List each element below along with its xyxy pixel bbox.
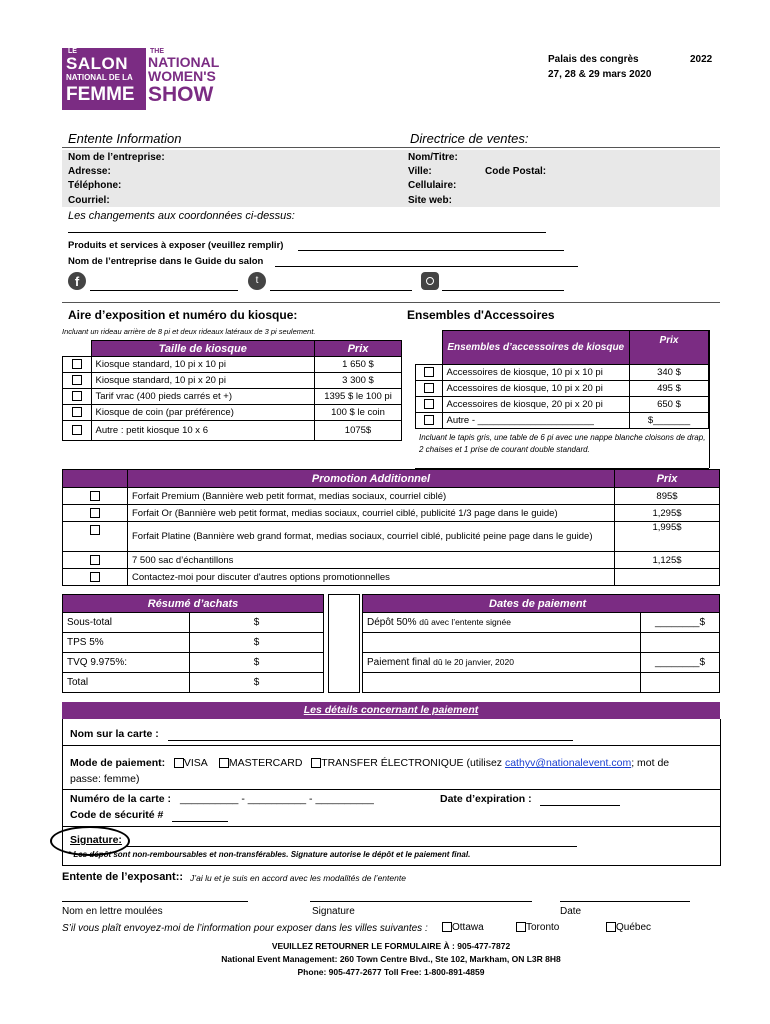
table-row [416, 365, 709, 381]
table-row [63, 569, 720, 586]
quebec-option [606, 922, 651, 933]
logo-salon: SALON [66, 54, 128, 73]
promotion-col-promo: Promotion Additionnel [128, 470, 615, 488]
field-cellulaire: Cellulaire: [408, 180, 457, 191]
accessoires-col-ens: Ensembles d’accessoires de kiosque [442, 331, 630, 365]
signature-exposant-line[interactable] [310, 901, 532, 902]
footer-line3: Phone: 905-477-2677 Toll Free: 1-800-891-4859 [297, 967, 485, 977]
logo-the: THE [150, 48, 164, 55]
depot-detail: dû avec l’entente signée [419, 617, 511, 627]
accessoires-price: 340 $ [630, 365, 709, 381]
resume-value: $ [190, 653, 324, 673]
year-text: 2022 [690, 54, 713, 65]
toronto-checkbox[interactable] [516, 922, 526, 932]
promotion-price: 1,295$ [615, 505, 720, 522]
promotion-checkbox-1[interactable] [90, 491, 100, 501]
accessoires-title: Ensembles d'Accessoires [407, 308, 555, 322]
kiosque-label: Kiosque de coin (par préférence) [91, 405, 315, 421]
promotion-label: Forfait Or (Bannière web petit format, medias sociaux, courriel ciblé, publicité 1/3 page dans le guide) [128, 505, 615, 522]
promotion-label: Contactez-moi pour discuter d'autres options promotionnelles [128, 569, 615, 586]
table-row [63, 552, 720, 569]
paiement-divider-1 [62, 745, 720, 746]
promotion-price: 895$ [615, 488, 720, 505]
paiement-title: Les détails concernant le paiement [62, 702, 720, 719]
expiration-line[interactable] [540, 805, 620, 806]
kiosque-label: Tarif vrac (400 pieds carrés et +) [91, 389, 315, 405]
promotion-checkbox-4[interactable] [90, 555, 100, 565]
accessoires-note: Incluant le tapis gris, une table de 6 pi avec une nappe blanche cloisons de drap, 2 chaises et 1 prise de courant double standard. [419, 433, 706, 454]
kiosque-price: 1 650 $ [315, 357, 402, 373]
kiosque-label: Kiosque standard, 10 pi x 10 pi [91, 357, 315, 373]
promotion-label: Forfait Platine (Bannière web grand format, medias sociaux, courriel ciblé, publicité peine page dans le guide) [128, 522, 615, 552]
table-row [363, 613, 720, 633]
footer-line2: National Event Management: 260 Town Centre Blvd., Ste 102, Markham, ON L3R 8H8 [221, 954, 561, 964]
logo-national-de-la: NATIONAL DE LA [66, 73, 133, 82]
table-row [63, 421, 402, 441]
visa-label: VISA [183, 757, 208, 769]
kiosque-price: 1075$ [315, 421, 402, 441]
dates-paiement-title: Dates de paiement [363, 595, 720, 613]
promotion-price: 1,125$ [615, 552, 720, 569]
paiement-divider-2 [62, 789, 720, 790]
promotion-price [615, 569, 720, 586]
logo-femme: FEMME [66, 84, 135, 105]
securite-label: Code de sécurité # [70, 809, 164, 821]
accessoires-col-prix: Prix [630, 331, 709, 365]
accessoires-checkbox-1[interactable] [424, 367, 434, 377]
table-row [63, 673, 324, 693]
logo [62, 48, 222, 110]
kiosque-checkbox-2[interactable] [72, 375, 82, 385]
kiosque-label: Autre : petit kiosque 10 x 6 [91, 421, 315, 441]
resume-label: Total [63, 673, 190, 693]
accessoires-checkbox-2[interactable] [424, 383, 434, 393]
table-row [63, 613, 324, 633]
kiosque-table [62, 340, 402, 441]
field-telephone: Téléphone: [68, 180, 122, 191]
mode-row [70, 757, 715, 769]
kiosque-price: 1395 $ le 100 pi [315, 389, 402, 405]
promotion-checkbox-5[interactable] [90, 572, 100, 582]
logo-le: LE [68, 48, 77, 55]
depot-label: Dépôt 50% [367, 617, 417, 628]
logo-womens: WOMEN'S [148, 68, 216, 84]
table-row [63, 522, 720, 552]
nom-carte-label: Nom sur la carte : [70, 728, 159, 740]
table-row [63, 373, 402, 389]
resume-label: Sous-total [63, 613, 190, 633]
dates-text: 27, 28 & 29 mars 2020 [548, 69, 652, 80]
resume-label: TVQ 9.975%: [63, 653, 190, 673]
table-row [416, 413, 709, 429]
facebook-line [90, 290, 238, 291]
field-nom-entreprise: Nom de l’entreprise: [68, 152, 165, 163]
date-label: Date [560, 906, 582, 917]
final-value: ________$ [641, 653, 720, 673]
depot-cell [363, 613, 641, 633]
accessoires-label: Autre - ______________________ [442, 413, 630, 429]
signature-line[interactable] [125, 846, 577, 847]
quebec-checkbox[interactable] [606, 922, 616, 932]
accessoires-table [415, 330, 709, 429]
kiosque-col-prix: Prix [315, 341, 402, 357]
table-row [63, 357, 402, 373]
nom-guide-line [275, 266, 578, 267]
kiosque-price: 3 300 $ [315, 373, 402, 389]
produits-label: Produits et services à exposer (veuillez remplir) [68, 240, 284, 251]
accessoires-price: 495 $ [630, 381, 709, 397]
twitter-line [270, 290, 412, 291]
final-label: Paiement final [367, 657, 431, 668]
toronto-option [516, 922, 559, 933]
transfert-label: TRANSFER ÉLECTRONIQUE (utilisez [321, 757, 503, 769]
changes-label: Les changements aux coordonnées ci-dessus: [68, 210, 295, 222]
promotion-label: Forfait Premium (Bannière web petit format, medias sociaux, courriel ciblé) [128, 488, 615, 505]
kiosque-checkbox-4[interactable] [72, 407, 82, 417]
changes-line [68, 232, 546, 233]
facebook-icon: f [68, 272, 86, 290]
field-courriel: Courriel: [68, 195, 110, 206]
entente-title: Entente Information [68, 131, 182, 146]
numero-carte-label: Numéro de la carte : [70, 793, 171, 805]
table-row [63, 505, 720, 522]
accessoires-price: $_______ [630, 413, 709, 429]
resume-value: $ [190, 673, 324, 693]
directrice-title: Directrice de ventes: [410, 131, 529, 146]
exposant-subtitle: J’ai lu et je suis en accord avec les modalités de l’entente [190, 873, 406, 883]
table-row [63, 405, 402, 421]
promotion-checkbox-2[interactable] [90, 508, 100, 518]
table-row [363, 633, 720, 653]
ottawa-label: Ottawa [452, 922, 484, 933]
date-line[interactable] [560, 901, 690, 902]
transfert-checkbox[interactable] [311, 758, 321, 768]
dates-paiement-table [362, 594, 720, 693]
kiosque-checkbox-5[interactable] [72, 425, 82, 435]
twitter-icon: t [248, 272, 266, 290]
accessoires-checkbox-4[interactable] [424, 415, 434, 425]
final-detail: dû le 20 janvier, 2020 [433, 657, 514, 667]
resume-gap [328, 594, 360, 693]
quebec-label: Québec [616, 922, 652, 933]
table-row [363, 653, 720, 673]
promotion-table [62, 469, 720, 586]
toronto-label: Toronto [526, 922, 560, 933]
mastercard-checkbox[interactable] [219, 758, 229, 768]
field-nom-titre: Nom/Titre: [408, 152, 458, 163]
signature-exposant-label: Signature [312, 906, 355, 917]
table-row [63, 633, 324, 653]
email-link[interactable]: cathyv@nationalevent.com [504, 757, 632, 769]
table-row [63, 389, 402, 405]
passe-label: passe: femme) [70, 773, 140, 785]
nom-moulees-label: Nom en lettre moulées [62, 906, 163, 917]
nom-carte-line[interactable] [168, 740, 573, 741]
depot-value: ________$ [641, 613, 720, 633]
final-cell [363, 653, 641, 673]
field-adresse: Adresse: [68, 166, 111, 177]
exposant-title: Entente de l’exposant:: [62, 871, 184, 883]
logo-show: SHOW [148, 83, 214, 106]
resume-title: Résumé d’achats [63, 595, 324, 613]
accessoires-label: Accessoires de kiosque, 10 pi x 20 pi [442, 381, 630, 397]
resume-table [62, 594, 324, 693]
expiration-label: Date d’expiration : [440, 793, 532, 805]
accessoires-checkbox-3[interactable] [424, 399, 434, 409]
ottawa-option [442, 922, 484, 933]
entente-title-underline [62, 147, 720, 148]
resume-value: $ [190, 613, 324, 633]
kiosque-checkbox-3[interactable] [72, 391, 82, 401]
promotion-checkbox-3[interactable] [90, 525, 100, 535]
securite-line[interactable] [172, 821, 228, 822]
numero-carte-blank[interactable]: __________ - __________ - __________ [180, 793, 374, 805]
kiosque-checkbox-1[interactable] [72, 359, 82, 369]
ottawa-checkbox[interactable] [442, 922, 452, 932]
table-row [416, 397, 709, 413]
instagram-line [442, 290, 564, 291]
table-row [416, 381, 709, 397]
field-code-postal: Code Postal: [485, 166, 547, 177]
signature-label: Signature: [70, 834, 122, 846]
accessoires-price: 650 $ [630, 397, 709, 413]
table-row [63, 488, 720, 505]
field-ville: Ville: [408, 166, 432, 177]
nom-moulees-line[interactable] [62, 901, 248, 902]
kiosque-label: Kiosque standard, 10 pi x 20 pi [91, 373, 315, 389]
accessoires-box-border [709, 330, 710, 468]
accessoires-label: Accessoires de kiosque, 20 pi x 20 pi [442, 397, 630, 413]
kiosque-col-taille: Taille de kiosque [91, 341, 315, 357]
nom-guide-label: Nom de l’entreprise dans le Guide du salon [68, 256, 264, 267]
envoyez-label: S’il vous plaît envoyez-moi de l’information pour exposer dans les villes suivantes : [62, 923, 428, 934]
section-divider [62, 302, 720, 303]
produits-line [298, 250, 564, 251]
resume-value: $ [190, 633, 324, 653]
logo-national: NATIONAL [148, 54, 220, 70]
mastercard-label: MASTERCARD [228, 757, 303, 769]
instagram-icon [421, 272, 439, 290]
promotion-price: 1,995$ [615, 522, 720, 552]
kiosque-note: Incluant un rideau arrière de 8 pi et deux rideaux latéraux de 3 pi seulement. [62, 327, 316, 336]
accessoires-label: Accessoires de kiosque, 10 pi x 10 pi [442, 365, 630, 381]
table-row [363, 673, 720, 693]
venue-text: Palais des congrès [548, 54, 639, 65]
table-row [63, 653, 324, 673]
paiement-divider-3 [62, 826, 720, 827]
field-site-web: Site web: [408, 195, 452, 206]
promotion-label: 7 500 sac d’échantillons [128, 552, 615, 569]
resume-label: TPS 5% [63, 633, 190, 653]
mode-label: Mode de paiement: [70, 757, 166, 769]
footer-line1: VEUILLEZ RETOURNER LE FORMULAIRE À : 905-477-7872 [271, 941, 511, 951]
kiosque-title: Aire d’exposition et numéro du kiosque: [68, 308, 298, 322]
paiement-note: * Les dépôt sont non-remboursables et non-transférables. Signature autorise le dépôt et le paiement final. [68, 850, 471, 859]
promotion-col-prix: Prix [615, 470, 720, 488]
transfert-end: ; mot de [631, 757, 670, 769]
kiosque-price: 100 $ le coin [315, 405, 402, 421]
visa-checkbox[interactable] [174, 758, 184, 768]
